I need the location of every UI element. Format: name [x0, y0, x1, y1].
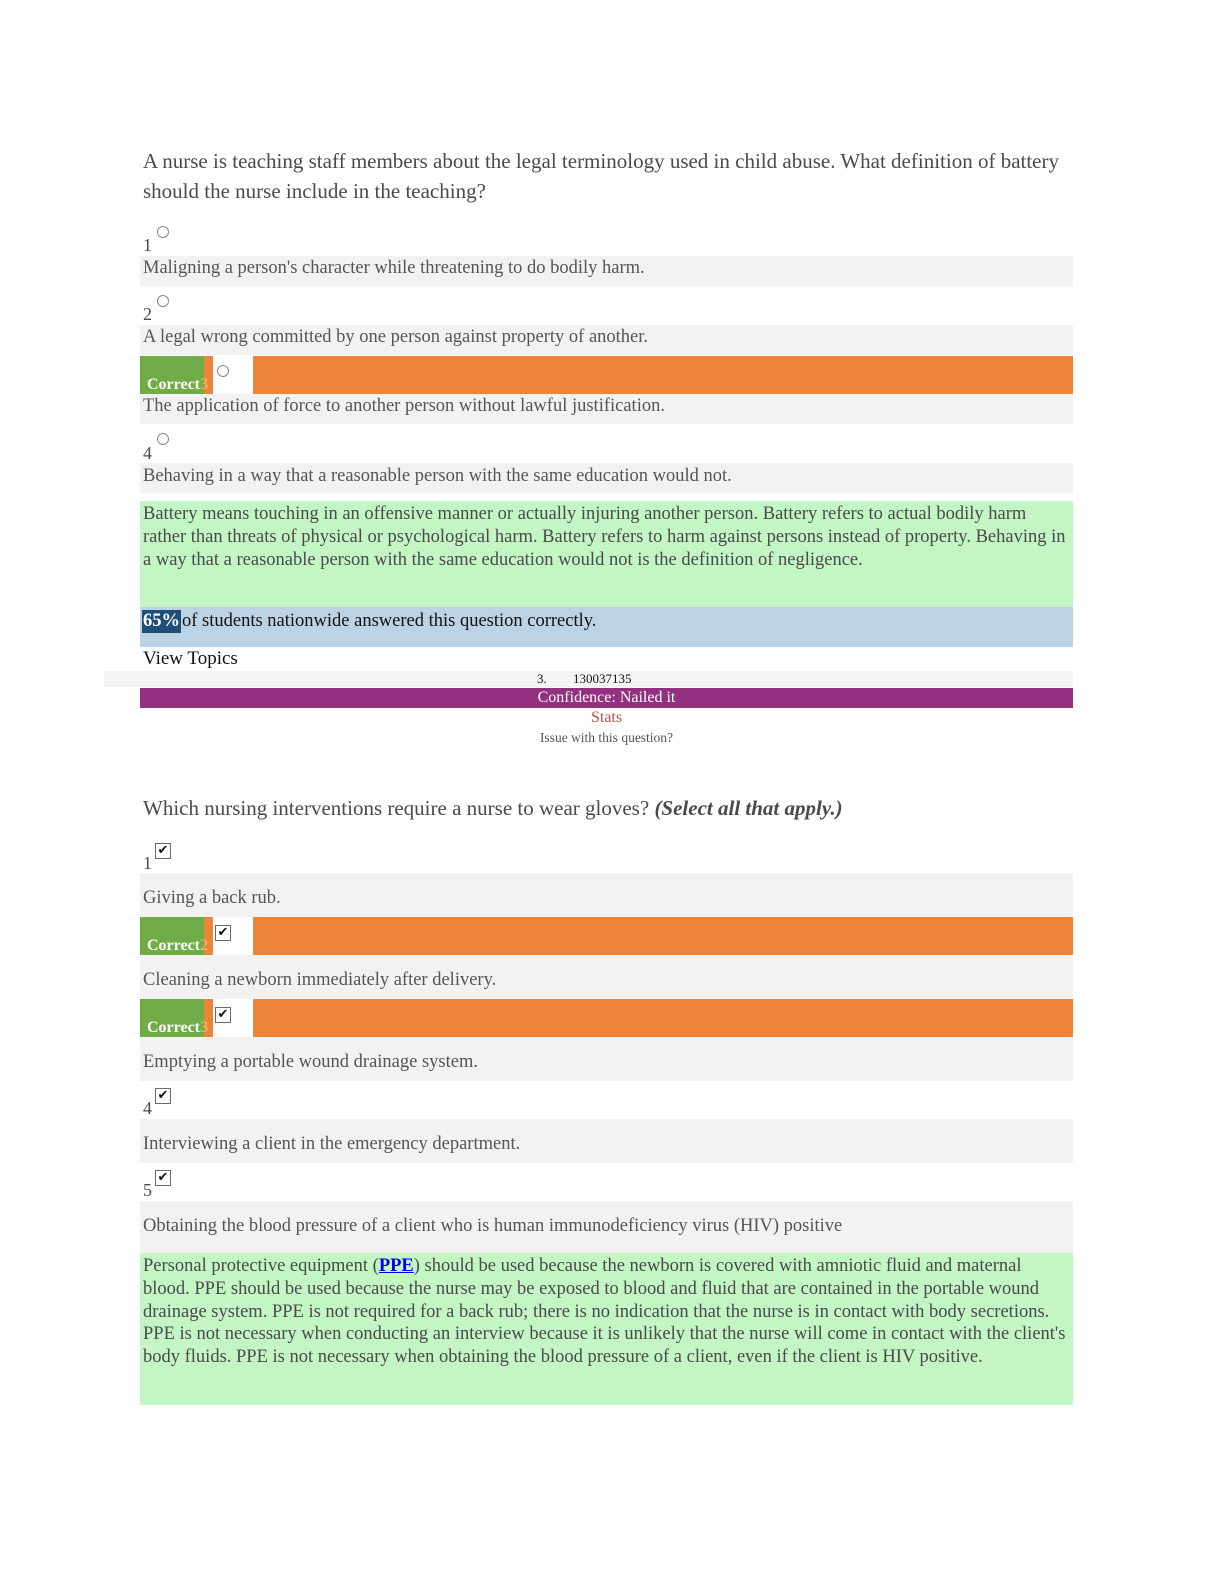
correct-tag: [140, 999, 208, 1037]
option-number: 2: [200, 937, 208, 954]
answer-option-3[interactable]: The application of force to another person without lawful justification.: [140, 394, 1073, 424]
question-id-row: [104, 671, 1073, 687]
stat-percent: 65%: [143, 611, 180, 631]
option-number: 1: [143, 853, 152, 873]
checkbox[interactable]: ✔: [215, 925, 231, 941]
issue-link[interactable]: Issue with this question?: [539, 730, 674, 745]
correct-label: Correct: [147, 376, 200, 393]
option-number: 3: [200, 376, 208, 393]
answer-option-2[interactable]: A legal wrong committed by one person against property of another.: [140, 325, 1073, 355]
radio-button[interactable]: [157, 295, 169, 307]
answer-option-3[interactable]: Emptying a portable wound drainage system.: [140, 1037, 1073, 1081]
answer-option-1[interactable]: Maligning a person's character while threatening to do bodily harm.: [140, 256, 1073, 286]
option-number: 2: [143, 304, 152, 324]
stats-link[interactable]: Stats: [590, 709, 623, 726]
radio-button[interactable]: [217, 365, 229, 377]
option-number: 3: [200, 1019, 208, 1036]
checkbox[interactable]: ✔: [155, 1170, 171, 1186]
answer-option-4[interactable]: Interviewing a client in the emergency department.: [140, 1119, 1073, 1163]
question-id: 130037135: [573, 671, 632, 686]
correct-tag: [140, 917, 208, 955]
answer-option-4[interactable]: Behaving in a way that a reasonable person with the same education would not.: [140, 463, 1073, 493]
checkbox-box: [213, 999, 253, 1037]
question-index: 3.: [537, 671, 547, 686]
option-number: 1: [143, 235, 152, 255]
question-2-stem: Which nursing interventions require a nurse to wear gloves?: [143, 796, 650, 820]
checkbox-box: [213, 917, 253, 955]
answer-option-1[interactable]: Giving a back rub.: [140, 873, 1073, 917]
rationale-box: Battery means touching in an offensive manner or actually injuring another person. Battery refers to actual bodily harm rather than threats of physical or psychological harm. Battery refers to harm against persons instead of property. Behaving in a way that a reasonable person with the same education would not is the definition of negligence.: [140, 501, 1073, 607]
option-number: 4: [143, 1098, 152, 1118]
option-number: 5: [143, 1180, 152, 1200]
correct-label: Correct: [147, 1019, 200, 1036]
rationale-box: [140, 1253, 1073, 1405]
correct-answer-bar: [140, 999, 1073, 1037]
checkbox[interactable]: ✔: [155, 1088, 171, 1104]
question-1-text: A nurse is teaching staff members about the legal terminology used in child abuse. What definition of battery should the nurse include in the teaching?: [143, 149, 1059, 203]
correct-answer-bar: [140, 356, 1073, 394]
correct-answer-bar: [140, 917, 1073, 955]
correct-label: Correct: [147, 937, 200, 954]
view-topics-link[interactable]: View Topics: [143, 648, 238, 669]
stat-bar: [140, 607, 1073, 647]
radio-button[interactable]: [157, 433, 169, 445]
radio-button[interactable]: [157, 226, 169, 238]
rationale-text-start: Personal protective equipment (: [143, 1256, 379, 1276]
option-number: 4: [143, 443, 152, 463]
select-all-instruction: (Select all that apply.): [654, 796, 843, 820]
checkbox[interactable]: ✔: [155, 843, 171, 859]
checkbox[interactable]: ✔: [215, 1007, 231, 1023]
correct-tag: [140, 356, 208, 394]
rationale-text-end: ) should be used because the newborn is covered with amniotic fluid and maternal blood. PPE should be used because the nurse may be exposed to blood and fluid that are contained in the portable wound drainage system. PPE is not required for a back rub; there is no indication that the nurse is in contact with body secretions. PPE is not necessary when conducting an interview because it is unlikely that the nurse will come in contact with the client's body fluids. PPE is not necessary when obtaining the blood pressure of a client, even if the client is HIV positive.: [143, 1256, 1066, 1368]
question-2-text: [143, 793, 1063, 823]
radio-box: [213, 356, 253, 394]
confidence-bar: Confidence: Nailed it: [140, 688, 1073, 708]
stat-text: of students nationwide answered this question correctly.: [182, 611, 597, 631]
answer-option-5[interactable]: Obtaining the blood pressure of a client who is human immunodeficiency virus (HIV) positive: [140, 1201, 1073, 1253]
ppe-link[interactable]: PPE: [378, 1256, 414, 1276]
answer-option-2[interactable]: Cleaning a newborn immediately after delivery.: [140, 955, 1073, 999]
